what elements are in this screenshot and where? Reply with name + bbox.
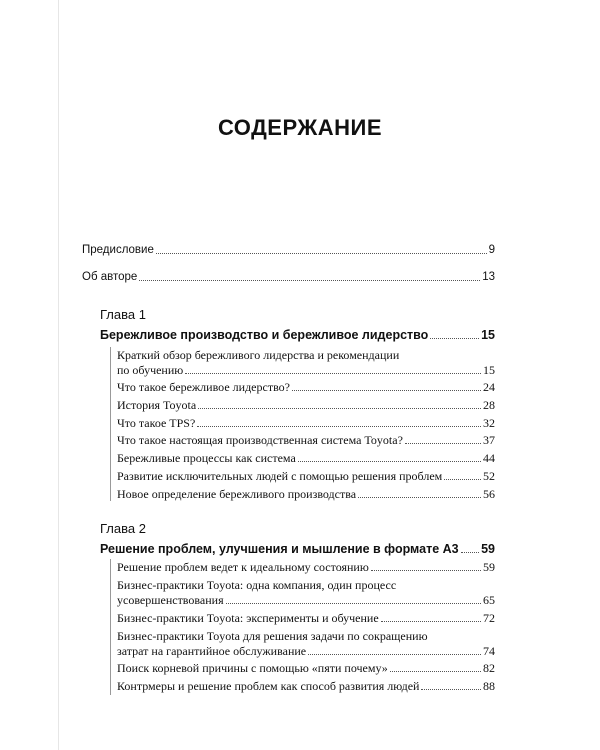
chapter-1-title[interactable] [100, 328, 495, 342]
toc-subentry[interactable] [117, 416, 495, 430]
chapter-1-heading: Глава 1 [100, 307, 146, 322]
leader-dots [381, 621, 481, 622]
toc-entry-page: 44 [483, 451, 495, 465]
toc-subentry[interactable] [117, 451, 495, 465]
leader-dots [358, 497, 481, 498]
toc-entry-label: Новое определение бережливого производства [117, 487, 357, 501]
toc-subentry[interactable] [117, 363, 495, 377]
toc-subentry[interactable] [117, 611, 495, 625]
leader-dots [421, 689, 481, 690]
toc-entry-label: Бизнес-практики Toyota: эксперименты и обучение [117, 611, 379, 625]
leader-dots [390, 671, 481, 672]
toc-entry-label: Об авторе [82, 271, 138, 283]
toc-subentry[interactable] [117, 644, 495, 658]
toc-subentry[interactable] [117, 433, 495, 447]
chapter-2-bracket [110, 559, 111, 695]
leader-dots [185, 373, 481, 374]
leader-dots [461, 552, 479, 553]
toc-entry-label: усовершенствования [117, 593, 224, 607]
toc-entry-label: Предисловие [82, 244, 154, 256]
toc-entry-label: Поиск корневой причины с помощью «пяти почему» [117, 661, 388, 675]
leader-dots [139, 280, 480, 281]
toc-subentry[interactable] [117, 679, 495, 693]
leader-dots [371, 570, 481, 571]
toc-entry-page: 15 [483, 363, 495, 377]
leader-dots [405, 443, 481, 444]
leader-dots [198, 408, 481, 409]
toc-entry-label: Что такое бережливое лидерство? [117, 380, 290, 394]
toc-entry-label: Решение проблем ведет к идеальному состоянию [117, 560, 369, 574]
toc-entry-label: Бережливые процессы как система [117, 451, 296, 465]
toc-entry-label: Развитие исключительных людей с помощью решения проблем [117, 469, 443, 483]
toc-entry-label: Что такое настоящая производственная система Toyota? [117, 433, 403, 447]
toc-entry-page: 24 [483, 380, 495, 394]
chapter-2-title[interactable] [100, 542, 495, 556]
chapter-1-bracket [110, 347, 111, 501]
toc-entry-page: 9 [488, 244, 495, 256]
toc-entry-page: 88 [483, 679, 495, 693]
chapter-title-label: Решение проблем, улучшения и мышление в формате А3 [100, 542, 459, 556]
toc-subentry-line1: Бизнес-практики Toyota: одна компания, один процесс [117, 578, 397, 592]
toc-entry-page: 32 [483, 416, 495, 430]
toc-entry-page: 82 [483, 661, 495, 675]
leader-dots [197, 426, 481, 427]
toc-entry-label: Контрмеры и решение проблем как способ развития людей [117, 679, 420, 693]
toc-entry-page: 52 [483, 469, 495, 483]
toc-entry-label: История Toyota [117, 398, 197, 412]
leader-dots [226, 603, 481, 604]
toc-entry-page: 59 [483, 560, 495, 574]
toc-entry-page: 72 [483, 611, 495, 625]
chapter-2-heading: Глава 2 [100, 521, 146, 536]
toc-entry-page: 28 [483, 398, 495, 412]
leader-dots [292, 390, 481, 391]
leader-dots [156, 253, 487, 254]
toc-subentry-line1: Бизнес-практики Toyota для решения задачи по сокращению [117, 629, 428, 643]
toc-entry-label: по обучению [117, 363, 184, 377]
toc-subentry[interactable] [117, 398, 495, 412]
toc-entry-page: 13 [482, 271, 495, 283]
toc-entry-label: Что такое TPS? [117, 416, 196, 430]
toc-entry-label: затрат на гарантийное обслуживание [117, 644, 307, 658]
toc-entry-page: 74 [483, 644, 495, 658]
toc-entry-page: 59 [481, 542, 495, 556]
toc-subentry[interactable] [117, 380, 495, 394]
toc-entry-page: 56 [483, 487, 495, 501]
toc-entry-page: 15 [481, 328, 495, 342]
toc-subentry[interactable] [117, 593, 495, 607]
chapter-title-label: Бережливое производство и бережливое лидерство [100, 328, 429, 342]
toc-subentry[interactable] [117, 469, 495, 483]
toc-entry-page: 37 [483, 433, 495, 447]
toc-entry-about-author[interactable] [82, 270, 495, 284]
toc-subentry[interactable] [117, 560, 495, 574]
page-title: СОДЕРЖАНИЕ [217, 115, 383, 140]
toc-subentry-line1: Краткий обзор бережливого лидерства и рекомендации [117, 348, 400, 362]
toc-subentry[interactable] [117, 487, 495, 501]
toc-entry-page: 65 [483, 593, 495, 607]
leader-dots [308, 654, 481, 655]
leader-dots [444, 479, 481, 480]
leader-dots [298, 461, 481, 462]
toc-subentry[interactable] [117, 661, 495, 675]
toc-entry-preface[interactable] [82, 243, 495, 257]
leader-dots [430, 338, 479, 339]
